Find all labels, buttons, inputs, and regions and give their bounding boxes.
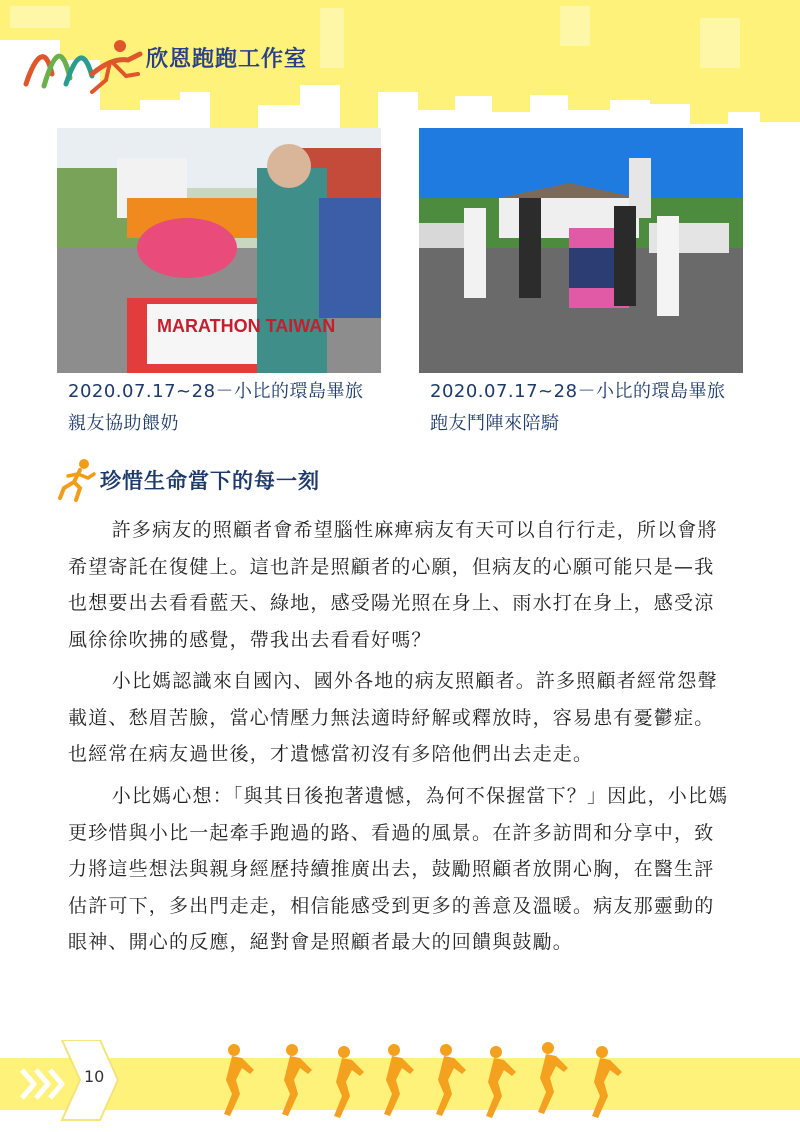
caption-line: 2020.07.17~28－小比的環島畢旅 <box>68 381 364 402</box>
section-title: 珍惜生命當下的每一刻 <box>100 469 320 493</box>
photo-cyclists <box>419 128 743 373</box>
runner-icon <box>58 458 96 502</box>
section-heading <box>58 458 320 502</box>
paragraph-3: 小比媽心想：「與其日後抱著遺憾，為何不保握當下？」因此，小比媽更珍惜與小比一起牽手跑過的路、看過的風景。在許多訪問和分享中，致力將這些想法與親身經歷持續推廣出去，鼓勵照顧者放開心胸，在醫生評估許可下，多出門走走，相信能感受到更多的善意及溫暖。病友那靈動的眼神、開心的反應，絕對會是照顧者最大的回饋與鼓勵。 <box>68 785 729 953</box>
runner-logo-icon <box>22 34 144 98</box>
paragraph-1: 許多病友的照顧者會希望腦性麻痺病友有天可以自行行走，所以會將希望寄託在復健上。這也許是照顧者的心願，但病友的心願可能只是—我也想要出去看看藍天、綠地，感受陽光照在身上、雨水打在身上，感受涼風徐徐吹拂的感覺，帶我出去看看好嗎？ <box>68 519 718 651</box>
jersey-text: MARATHON TAIWAN <box>157 316 336 336</box>
caption-line: 2020.07.17~28－小比的環島畢旅 <box>430 381 726 402</box>
caption-line: 親友協助餵奶 <box>68 413 179 434</box>
page-number: 10 <box>84 1067 105 1086</box>
caption-line: 跑友鬥陣來陪騎 <box>430 413 560 434</box>
brand-name: 欣恩跑跑工作室 <box>146 47 308 72</box>
photo-feeding <box>57 128 381 373</box>
footer-band <box>0 1040 800 1132</box>
photo-caption-2 <box>430 376 726 440</box>
paragraph-2: 小比媽認識來自國內、國外各地的病友照顧者。許多照顧者經常怨聲載道、愁眉苦臉，當心情壓力無法適時紓解或釋放時，容易患有憂鬱症。也經常在病友過世後，才遺憾當初沒有多陪他們出去走走。 <box>68 670 718 765</box>
photo-caption-1 <box>68 376 364 440</box>
